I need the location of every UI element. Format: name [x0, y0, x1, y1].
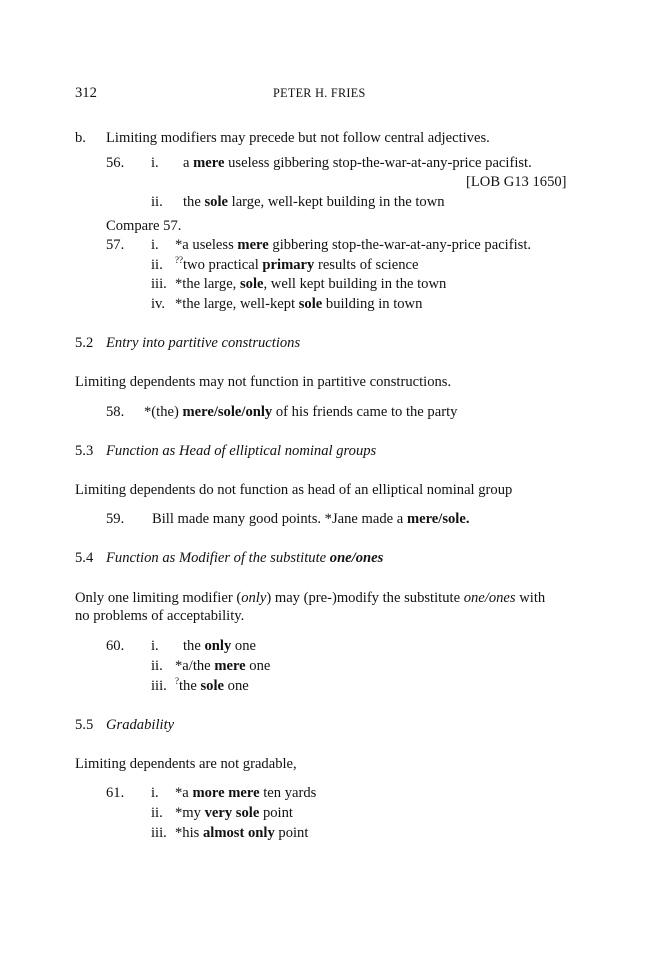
page-number: 312: [75, 85, 97, 101]
section-number: 5.2: [75, 335, 94, 351]
example-number: 58.: [106, 404, 125, 420]
running-head: PETER H. FRIES: [273, 86, 366, 100]
example-number: 56.: [106, 155, 125, 171]
section-title: Gradability: [106, 717, 175, 733]
example-label: iii.: [151, 276, 167, 292]
section-title: Function as Head of elliptical nominal groups: [106, 443, 377, 459]
example-text: ??two practical primary results of science: [175, 255, 419, 273]
example-text: *a useless mere gibbering stop-the-war-at-any-price pacifist.: [175, 237, 532, 253]
section-title: Function as Modifier of the substitute one/ones: [106, 550, 384, 566]
example-text: ?the sole one: [175, 676, 249, 694]
paragraph: Limiting dependents may not function in partitive constructions.: [75, 374, 452, 390]
example-label: iii.: [151, 825, 167, 841]
example-text: the sole large, well-kept building in the town: [183, 194, 445, 210]
example-label: ii.: [151, 805, 163, 821]
example-text: a mere useless gibbering stop-the-war-at-any-price pacifist.: [183, 155, 532, 171]
section-number: 5.4: [75, 550, 94, 566]
example-label: ii.: [151, 194, 163, 210]
example-text: *his almost only point: [175, 825, 309, 841]
example-text: *the large, sole, well kept building in the town: [175, 276, 447, 292]
list-marker: b.: [75, 130, 86, 146]
example-label: ii.: [151, 257, 163, 273]
example-label: i.: [151, 785, 159, 801]
acceptability-mark: ?: [175, 676, 179, 686]
example-text: the only one: [183, 638, 256, 654]
example-text: *(the) mere/sole/only of his friends came to the party: [144, 404, 458, 420]
citation: [LOB G13 1650]: [466, 174, 567, 190]
section-number: 5.5: [75, 717, 94, 733]
paragraph: Only one limiting modifier (only) may (pre-)modify the substitute one/ones with: [75, 590, 546, 606]
example-label: ii.: [151, 658, 163, 674]
compare-note: Compare 57.: [106, 218, 182, 234]
acceptability-mark: ??: [175, 255, 183, 265]
paragraph: Limiting dependents are not gradable,: [75, 756, 297, 772]
example-label: i.: [151, 155, 159, 171]
example-number: 61.: [106, 785, 125, 801]
section-number: 5.3: [75, 443, 94, 459]
paragraph: Limiting modifiers may precede but not follow central adjectives.: [106, 130, 490, 146]
example-text: Bill made many good points. *Jane made a mere/sole.: [152, 511, 470, 527]
paragraph: Limiting dependents do not function as head of an elliptical nominal group: [75, 482, 513, 498]
section-title: Entry into partitive constructions: [106, 335, 301, 351]
example-text: *a more mere ten yards: [175, 785, 317, 801]
example-text: *the large, well-kept sole building in town: [175, 296, 423, 312]
paragraph: no problems of acceptability.: [75, 608, 245, 624]
example-label: iv.: [151, 296, 166, 312]
example-number: 59.: [106, 511, 125, 527]
example-label: iii.: [151, 678, 167, 694]
example-text: *a/the mere one: [175, 658, 271, 674]
example-text: *my very sole point: [175, 805, 293, 821]
example-label: i.: [151, 237, 159, 253]
example-label: i.: [151, 638, 159, 654]
example-number: 60.: [106, 638, 125, 654]
example-number: 57.: [106, 237, 125, 253]
